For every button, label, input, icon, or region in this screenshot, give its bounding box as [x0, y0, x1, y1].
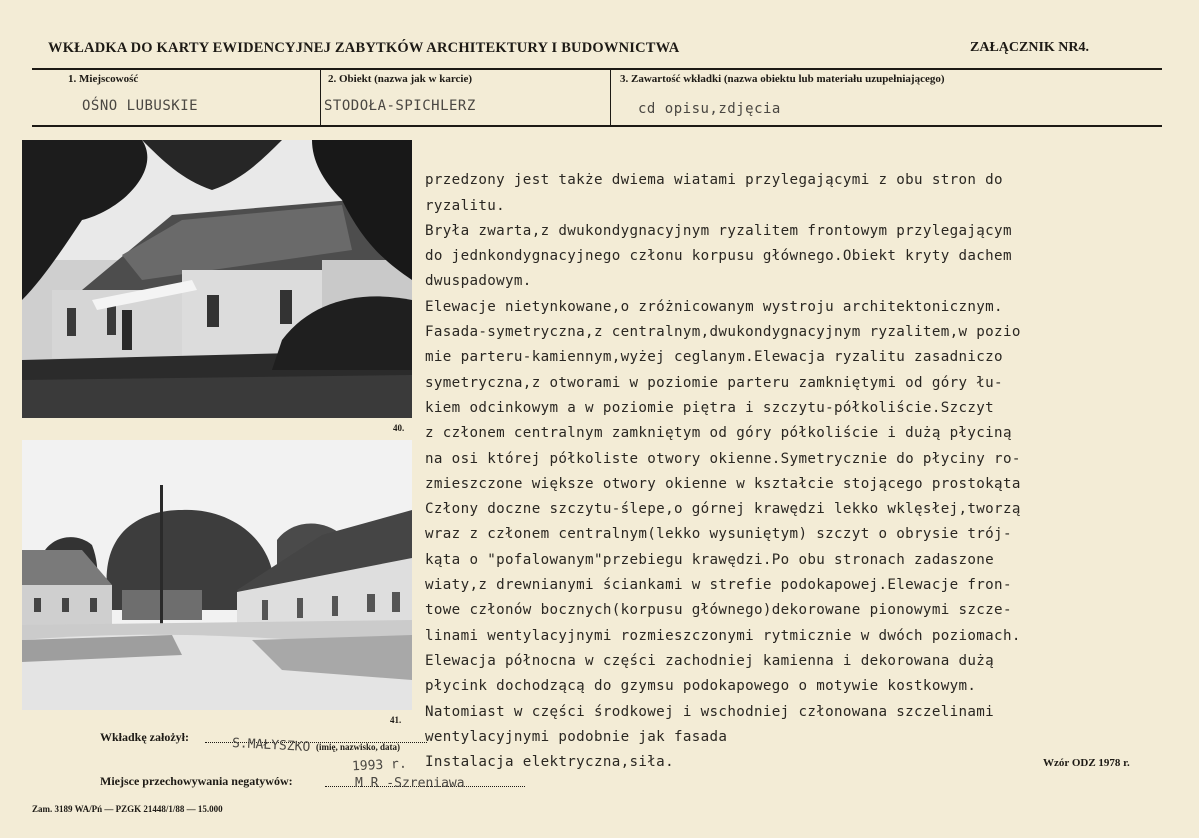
description-line: mie parteru-kamiennym,wyżej ceglanym.Elewacja ryzalitu zasadniczo: [425, 349, 1003, 366]
model-label: Wzór ODZ 1978 r.: [1043, 757, 1130, 769]
description-line: Elewacja północna w części zachodniej kamienna i dekorowana dużą: [425, 652, 995, 669]
founded-label: Wkładkę założył:: [100, 730, 189, 744]
description-line: na osi której półkoliste otwory okienne.Symetrycznie do płyciny ro-: [425, 450, 1021, 467]
description-line: Bryła zwarta,z dwukondygnacyjnym ryzalitem frontowym przylegającym: [425, 222, 1012, 239]
description-line: Natomiast w części środkowej i wschodniej członowana szczelinami: [425, 703, 995, 720]
description-line: przedzony jest także dwiema wiatami przylegającymi z obu stron do: [425, 172, 1003, 189]
annex-number: ZAŁĄCZNIK NR4.: [970, 40, 1090, 55]
photo2-number: 41.: [390, 715, 402, 725]
description-line: towe członów bocznych(korpusu głównego)dekorowane pionowymi szcze-: [425, 602, 1012, 619]
header-rule-bottom: [32, 125, 1162, 127]
description-line: wraz z członem centralnym(lekko wysuniętym) szczyt o obrysie trój-: [425, 526, 1012, 543]
description-line: Instalacja elektryczna,siła.: [425, 754, 674, 771]
header-divider-1: [320, 70, 321, 125]
object-label: 2. Obiekt (nazwa jak w karcie): [328, 73, 473, 85]
description-text: [425, 143, 1125, 801]
description-line: z członem centralnym zamkniętym od góry półkoliście i dużą płyciną: [425, 425, 1012, 442]
print-footer: Zam. 3189 WA/Pń — PZGK 21448/1/88 — 15.000: [32, 804, 223, 814]
description-line: kiem odcinkowym a w poziomie piętra i szczytu-półkoliście.Szczyt: [425, 399, 995, 416]
object-value: STODOŁA-SPICHLERZ: [324, 98, 476, 114]
form-title: WKŁADKA DO KARTY EWIDENCYJNEJ ZABYTKÓW ARCHITEKTURY I BUDOWNICTWA: [48, 40, 680, 56]
description-line: symetryczna,z otworami w poziomie parteru zamkniętymi od góry łu-: [425, 374, 1003, 391]
description-line: wentylacyjnymi podobnie jak fasada: [425, 728, 728, 745]
description-line: linami wentylacyjnymi rozmieszczonymi rytmicznie w dwóch poziomach.: [425, 627, 1021, 644]
photo-granary-front: [22, 140, 412, 418]
header-divider-2: [610, 70, 611, 125]
locality-value: OŚNO LUBUSKIE: [82, 98, 199, 114]
photo1-number: 40.: [393, 423, 405, 433]
storage-label: Miejsce przechowywania negatywów:: [100, 774, 293, 788]
founded-caption: (imię, nazwisko, data): [316, 742, 400, 752]
description-line: dwuspadowym.: [425, 273, 532, 290]
founded-name: S.MAŁYSZKO: [231, 735, 311, 756]
description-line: Człony doczne szczytu-ślepe,o górnej krawędzi lekko wklęsłej,tworzą: [425, 501, 1021, 518]
photo-street-view: [22, 440, 412, 710]
description-line: do jednkondygnacyjnego członu korpusu głównego.Obiekt kryty dachem: [425, 248, 1012, 265]
storage-value: M R -Szreniawa: [355, 776, 465, 791]
description-line: wiaty,z drewnianymi ściankami w strefie podokapowej.Elewacje fron-: [425, 577, 1012, 594]
contents-label: 3. Zawartość wkładki (nazwa obiektu lub materiału uzupełniającego): [620, 73, 945, 85]
description-line: zmieszczone większe otwory okienne w kształcie stojącego prostokąta: [425, 475, 1021, 492]
contents-value: cd opisu,zdjęcia: [638, 101, 781, 117]
description-line: kąta o "pofalowanym"przebiegu krawędzi.Po obu stronach zadaszone: [425, 551, 995, 568]
description-line: Fasada-symetryczna,z centralnym,dwukondygnacyjnym ryzalitem,w pozio: [425, 324, 1021, 341]
header-rule-top: [32, 68, 1162, 70]
founded-year: 1993 r.: [351, 756, 408, 775]
locality-label: 1. Miejscowość: [68, 73, 139, 85]
description-line: płycink dochodzącą do gzymsu podokapowego o motywie kostkowym.: [425, 678, 977, 695]
description-line: ryzalitu.: [425, 197, 506, 214]
description-line: Elewacje nietynkowane,o zróżnicowanym wystroju architektonicznym.: [425, 298, 1003, 315]
